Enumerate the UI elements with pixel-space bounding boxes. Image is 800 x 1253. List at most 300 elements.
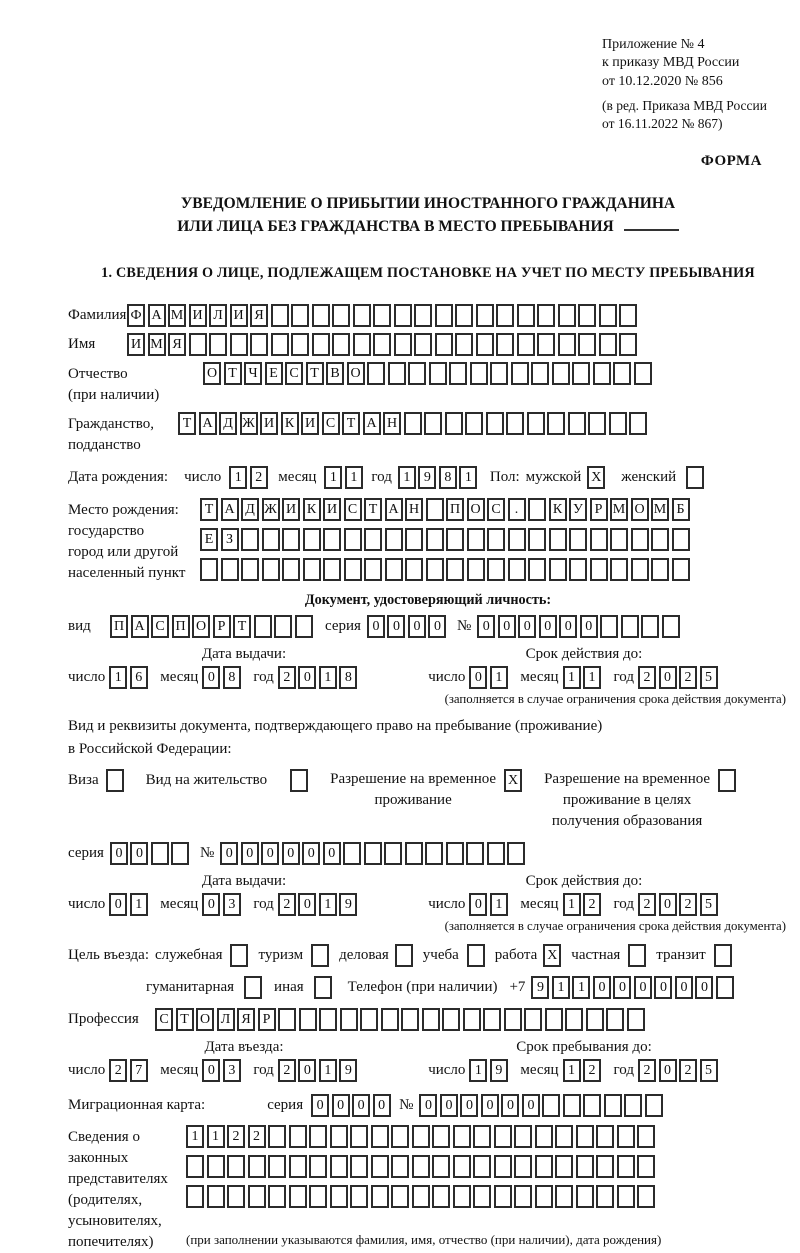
- char-cell[interactable]: 2: [679, 893, 697, 916]
- char-cell[interactable]: [207, 1185, 225, 1208]
- char-cell[interactable]: Б: [672, 498, 690, 521]
- sex-male-checkbox[interactable]: X: [587, 466, 605, 489]
- residence-permit-checkbox[interactable]: [290, 769, 308, 792]
- char-cell[interactable]: [422, 1008, 440, 1031]
- char-cell[interactable]: [353, 304, 371, 327]
- char-cell[interactable]: 2: [583, 893, 601, 916]
- char-cell[interactable]: [596, 1185, 614, 1208]
- char-cell[interactable]: К: [549, 498, 567, 521]
- char-cell[interactable]: 0: [419, 1094, 437, 1117]
- char-cell[interactable]: П: [110, 615, 128, 638]
- char-cell[interactable]: 0: [202, 1059, 220, 1082]
- char-cell[interactable]: [596, 1125, 614, 1148]
- char-cell[interactable]: 1: [109, 666, 127, 689]
- char-cell[interactable]: 9: [531, 976, 549, 999]
- char-cell[interactable]: [151, 842, 169, 865]
- char-cell[interactable]: [637, 1125, 655, 1148]
- char-cell[interactable]: [531, 362, 549, 385]
- visa-checkbox[interactable]: [106, 769, 124, 792]
- char-cell[interactable]: 1: [563, 666, 581, 689]
- char-cell[interactable]: [590, 528, 608, 551]
- char-cell[interactable]: [473, 1125, 491, 1148]
- char-cell[interactable]: [572, 362, 590, 385]
- char-cell[interactable]: 0: [428, 615, 446, 638]
- char-cell[interactable]: 0: [460, 1094, 478, 1117]
- char-cell[interactable]: Ж: [240, 412, 258, 435]
- char-cell[interactable]: [507, 842, 525, 865]
- char-cell[interactable]: 0: [110, 842, 128, 865]
- char-cell[interactable]: [405, 842, 423, 865]
- char-cell[interactable]: [651, 558, 669, 581]
- char-cell[interactable]: [496, 333, 514, 356]
- char-cell[interactable]: П: [172, 615, 190, 638]
- char-cell[interactable]: 0: [408, 615, 426, 638]
- char-cell[interactable]: [542, 1094, 560, 1117]
- char-cell[interactable]: [364, 842, 382, 865]
- char-cell[interactable]: 0: [373, 1094, 391, 1117]
- char-cell[interactable]: 0: [675, 976, 693, 999]
- char-cell[interactable]: Р: [590, 498, 608, 521]
- purpose-business-checkbox[interactable]: [395, 944, 413, 967]
- char-cell[interactable]: А: [221, 498, 239, 521]
- char-cell[interactable]: [371, 1185, 389, 1208]
- char-cell[interactable]: Я: [168, 333, 186, 356]
- char-cell[interactable]: [590, 558, 608, 581]
- char-cell[interactable]: [282, 528, 300, 551]
- purpose-private-checkbox[interactable]: [628, 944, 646, 967]
- char-cell[interactable]: [343, 842, 361, 865]
- char-cell[interactable]: О: [631, 498, 649, 521]
- char-cell[interactable]: [473, 1185, 491, 1208]
- char-cell[interactable]: 0: [498, 615, 516, 638]
- char-cell[interactable]: [227, 1155, 245, 1178]
- char-cell[interactable]: 3: [223, 893, 241, 916]
- char-cell[interactable]: [353, 333, 371, 356]
- char-cell[interactable]: [367, 362, 385, 385]
- char-cell[interactable]: [332, 304, 350, 327]
- char-cell[interactable]: [617, 1125, 635, 1148]
- char-cell[interactable]: [309, 1125, 327, 1148]
- char-cell[interactable]: [476, 304, 494, 327]
- char-cell[interactable]: [442, 1008, 460, 1031]
- char-cell[interactable]: [610, 528, 628, 551]
- char-cell[interactable]: [209, 333, 227, 356]
- char-cell[interactable]: Т: [224, 362, 242, 385]
- char-cell[interactable]: [432, 1155, 450, 1178]
- char-cell[interactable]: К: [281, 412, 299, 435]
- char-cell[interactable]: [221, 558, 239, 581]
- char-cell[interactable]: [637, 1185, 655, 1208]
- char-cell[interactable]: М: [651, 498, 669, 521]
- char-cell[interactable]: К: [303, 498, 321, 521]
- char-cell[interactable]: [576, 1185, 594, 1208]
- char-cell[interactable]: 2: [109, 1059, 127, 1082]
- char-cell[interactable]: [463, 1008, 481, 1031]
- char-cell[interactable]: [629, 412, 647, 435]
- char-cell[interactable]: 8: [439, 466, 457, 489]
- char-cell[interactable]: 1: [229, 466, 247, 489]
- char-cell[interactable]: [486, 412, 504, 435]
- char-cell[interactable]: [549, 528, 567, 551]
- char-cell[interactable]: [446, 528, 464, 551]
- char-cell[interactable]: В: [326, 362, 344, 385]
- char-cell[interactable]: [528, 528, 546, 551]
- char-cell[interactable]: [578, 304, 596, 327]
- char-cell[interactable]: [405, 528, 423, 551]
- char-cell[interactable]: [537, 333, 555, 356]
- char-cell[interactable]: С: [487, 498, 505, 521]
- char-cell[interactable]: .: [508, 498, 526, 521]
- char-cell[interactable]: [426, 558, 444, 581]
- char-cell[interactable]: [604, 1094, 622, 1117]
- char-cell[interactable]: 3: [223, 1059, 241, 1082]
- char-cell[interactable]: [583, 1094, 601, 1117]
- char-cell[interactable]: [610, 558, 628, 581]
- char-cell[interactable]: [295, 615, 313, 638]
- char-cell[interactable]: С: [151, 615, 169, 638]
- char-cell[interactable]: [568, 412, 586, 435]
- char-cell[interactable]: О: [347, 362, 365, 385]
- char-cell[interactable]: 0: [469, 893, 487, 916]
- char-cell[interactable]: [496, 304, 514, 327]
- char-cell[interactable]: 0: [332, 1094, 350, 1117]
- char-cell[interactable]: [586, 1008, 604, 1031]
- char-cell[interactable]: [555, 1155, 573, 1178]
- char-cell[interactable]: [429, 362, 447, 385]
- char-cell[interactable]: С: [155, 1008, 173, 1031]
- char-cell[interactable]: [535, 1155, 553, 1178]
- char-cell[interactable]: [391, 1185, 409, 1208]
- char-cell[interactable]: [617, 1185, 635, 1208]
- char-cell[interactable]: 0: [109, 893, 127, 916]
- char-cell[interactable]: [303, 558, 321, 581]
- char-cell[interactable]: 0: [302, 842, 320, 865]
- char-cell[interactable]: 1: [324, 466, 342, 489]
- char-cell[interactable]: 0: [659, 893, 677, 916]
- char-cell[interactable]: 2: [583, 1059, 601, 1082]
- char-cell[interactable]: [404, 412, 422, 435]
- char-cell[interactable]: Р: [258, 1008, 276, 1031]
- char-cell[interactable]: [330, 1125, 348, 1148]
- char-cell[interactable]: 0: [613, 976, 631, 999]
- char-cell[interactable]: [271, 333, 289, 356]
- char-cell[interactable]: [514, 1125, 532, 1148]
- char-cell[interactable]: [289, 1185, 307, 1208]
- char-cell[interactable]: [455, 333, 473, 356]
- char-cell[interactable]: [299, 1008, 317, 1031]
- char-cell[interactable]: [453, 1125, 471, 1148]
- temp-residence-edu-checkbox[interactable]: [718, 769, 736, 792]
- char-cell[interactable]: 9: [490, 1059, 508, 1082]
- char-cell[interactable]: [291, 333, 309, 356]
- temp-residence-checkbox[interactable]: X: [504, 769, 522, 792]
- char-cell[interactable]: [274, 615, 292, 638]
- char-cell[interactable]: [624, 1094, 642, 1117]
- char-cell[interactable]: [627, 1008, 645, 1031]
- char-cell[interactable]: Е: [200, 528, 218, 551]
- char-cell[interactable]: 2: [278, 893, 296, 916]
- char-cell[interactable]: [563, 1094, 581, 1117]
- char-cell[interactable]: [241, 528, 259, 551]
- char-cell[interactable]: [467, 528, 485, 551]
- char-cell[interactable]: [171, 842, 189, 865]
- char-cell[interactable]: 0: [522, 1094, 540, 1117]
- char-cell[interactable]: 1: [186, 1125, 204, 1148]
- char-cell[interactable]: [248, 1185, 266, 1208]
- char-cell[interactable]: [282, 558, 300, 581]
- char-cell[interactable]: М: [168, 304, 186, 327]
- char-cell[interactable]: З: [221, 528, 239, 551]
- char-cell[interactable]: Л: [217, 1008, 235, 1031]
- char-cell[interactable]: 0: [654, 976, 672, 999]
- char-cell[interactable]: [599, 304, 617, 327]
- char-cell[interactable]: 0: [241, 842, 259, 865]
- char-cell[interactable]: Ф: [127, 304, 145, 327]
- purpose-tourism-checkbox[interactable]: [311, 944, 329, 967]
- char-cell[interactable]: [426, 498, 444, 521]
- char-cell[interactable]: [312, 333, 330, 356]
- char-cell[interactable]: [405, 558, 423, 581]
- char-cell[interactable]: А: [363, 412, 381, 435]
- char-cell[interactable]: [373, 333, 391, 356]
- char-cell[interactable]: [268, 1125, 286, 1148]
- char-cell[interactable]: О: [467, 498, 485, 521]
- char-cell[interactable]: [381, 1008, 399, 1031]
- char-cell[interactable]: [527, 412, 545, 435]
- char-cell[interactable]: [426, 528, 444, 551]
- char-cell[interactable]: 2: [278, 1059, 296, 1082]
- purpose-work-checkbox[interactable]: X: [543, 944, 561, 967]
- char-cell[interactable]: [385, 528, 403, 551]
- char-cell[interactable]: [617, 1155, 635, 1178]
- char-cell[interactable]: [350, 1155, 368, 1178]
- char-cell[interactable]: Ч: [244, 362, 262, 385]
- char-cell[interactable]: [631, 558, 649, 581]
- char-cell[interactable]: 2: [638, 1059, 656, 1082]
- char-cell[interactable]: 1: [552, 976, 570, 999]
- char-cell[interactable]: [268, 1185, 286, 1208]
- char-cell[interactable]: [619, 304, 637, 327]
- char-cell[interactable]: 9: [418, 466, 436, 489]
- char-cell[interactable]: А: [148, 304, 166, 327]
- char-cell[interactable]: 1: [563, 1059, 581, 1082]
- char-cell[interactable]: [535, 1125, 553, 1148]
- char-cell[interactable]: 2: [638, 666, 656, 689]
- char-cell[interactable]: 0: [469, 666, 487, 689]
- char-cell[interactable]: [514, 1185, 532, 1208]
- char-cell[interactable]: [672, 558, 690, 581]
- char-cell[interactable]: 5: [700, 893, 718, 916]
- char-cell[interactable]: [391, 1125, 409, 1148]
- char-cell[interactable]: [569, 558, 587, 581]
- char-cell[interactable]: Т: [233, 615, 251, 638]
- char-cell[interactable]: [467, 558, 485, 581]
- char-cell[interactable]: 9: [339, 1059, 357, 1082]
- char-cell[interactable]: 7: [130, 1059, 148, 1082]
- char-cell[interactable]: [504, 1008, 522, 1031]
- char-cell[interactable]: [528, 558, 546, 581]
- char-cell[interactable]: [555, 1125, 573, 1148]
- char-cell[interactable]: [323, 528, 341, 551]
- char-cell[interactable]: [651, 528, 669, 551]
- char-cell[interactable]: [466, 842, 484, 865]
- char-cell[interactable]: 1: [319, 666, 337, 689]
- char-cell[interactable]: [593, 362, 611, 385]
- char-cell[interactable]: 1: [130, 893, 148, 916]
- char-cell[interactable]: [490, 362, 508, 385]
- char-cell[interactable]: 1: [207, 1125, 225, 1148]
- char-cell[interactable]: [645, 1094, 663, 1117]
- char-cell[interactable]: 1: [572, 976, 590, 999]
- char-cell[interactable]: [432, 1185, 450, 1208]
- char-cell[interactable]: [549, 558, 567, 581]
- char-cell[interactable]: 0: [130, 842, 148, 865]
- char-cell[interactable]: 2: [278, 666, 296, 689]
- char-cell[interactable]: 5: [700, 666, 718, 689]
- char-cell[interactable]: [555, 1185, 573, 1208]
- char-cell[interactable]: 8: [223, 666, 241, 689]
- char-cell[interactable]: [494, 1125, 512, 1148]
- char-cell[interactable]: [453, 1155, 471, 1178]
- char-cell[interactable]: Т: [364, 498, 382, 521]
- char-cell[interactable]: [414, 333, 432, 356]
- char-cell[interactable]: [619, 333, 637, 356]
- char-cell[interactable]: Н: [383, 412, 401, 435]
- char-cell[interactable]: [425, 842, 443, 865]
- char-cell[interactable]: 0: [659, 666, 677, 689]
- char-cell[interactable]: П: [446, 498, 464, 521]
- char-cell[interactable]: [371, 1155, 389, 1178]
- char-cell[interactable]: 1: [490, 893, 508, 916]
- char-cell[interactable]: 2: [679, 1059, 697, 1082]
- char-cell[interactable]: 1: [583, 666, 601, 689]
- char-cell[interactable]: 0: [311, 1094, 329, 1117]
- char-cell[interactable]: [508, 558, 526, 581]
- char-cell[interactable]: [545, 1008, 563, 1031]
- char-cell[interactable]: [506, 412, 524, 435]
- char-cell[interactable]: [487, 558, 505, 581]
- char-cell[interactable]: [241, 558, 259, 581]
- char-cell[interactable]: 0: [501, 1094, 519, 1117]
- char-cell[interactable]: [412, 1125, 430, 1148]
- char-cell[interactable]: [364, 528, 382, 551]
- char-cell[interactable]: 0: [659, 1059, 677, 1082]
- char-cell[interactable]: [401, 1008, 419, 1031]
- char-cell[interactable]: [309, 1185, 327, 1208]
- char-cell[interactable]: Т: [200, 498, 218, 521]
- char-cell[interactable]: 1: [398, 466, 416, 489]
- char-cell[interactable]: И: [127, 333, 145, 356]
- char-cell[interactable]: [552, 362, 570, 385]
- char-cell[interactable]: 2: [638, 893, 656, 916]
- char-cell[interactable]: С: [285, 362, 303, 385]
- char-cell[interactable]: [524, 1008, 542, 1031]
- char-cell[interactable]: [424, 412, 442, 435]
- char-cell[interactable]: [508, 528, 526, 551]
- char-cell[interactable]: [432, 1125, 450, 1148]
- char-cell[interactable]: [470, 362, 488, 385]
- char-cell[interactable]: [445, 412, 463, 435]
- char-cell[interactable]: 0: [593, 976, 611, 999]
- char-cell[interactable]: [340, 1008, 358, 1031]
- char-cell[interactable]: Т: [342, 412, 360, 435]
- char-cell[interactable]: О: [196, 1008, 214, 1031]
- char-cell[interactable]: [186, 1185, 204, 1208]
- char-cell[interactable]: [435, 304, 453, 327]
- char-cell[interactable]: С: [322, 412, 340, 435]
- char-cell[interactable]: О: [192, 615, 210, 638]
- char-cell[interactable]: [558, 333, 576, 356]
- char-cell[interactable]: 0: [282, 842, 300, 865]
- char-cell[interactable]: 1: [345, 466, 363, 489]
- char-cell[interactable]: [186, 1155, 204, 1178]
- char-cell[interactable]: [613, 362, 631, 385]
- char-cell[interactable]: [248, 1155, 266, 1178]
- char-cell[interactable]: [535, 1185, 553, 1208]
- char-cell[interactable]: [453, 1185, 471, 1208]
- char-cell[interactable]: И: [323, 498, 341, 521]
- char-cell[interactable]: 0: [323, 842, 341, 865]
- char-cell[interactable]: [189, 333, 207, 356]
- char-cell[interactable]: М: [610, 498, 628, 521]
- char-cell[interactable]: [600, 615, 618, 638]
- char-cell[interactable]: 2: [250, 466, 268, 489]
- char-cell[interactable]: 8: [339, 666, 357, 689]
- char-cell[interactable]: [319, 1008, 337, 1031]
- char-cell[interactable]: Т: [306, 362, 324, 385]
- char-cell[interactable]: [330, 1185, 348, 1208]
- char-cell[interactable]: 0: [387, 615, 405, 638]
- char-cell[interactable]: [487, 842, 505, 865]
- char-cell[interactable]: [323, 558, 341, 581]
- char-cell[interactable]: [609, 412, 627, 435]
- char-cell[interactable]: [412, 1155, 430, 1178]
- char-cell[interactable]: 0: [352, 1094, 370, 1117]
- char-cell[interactable]: [200, 558, 218, 581]
- char-cell[interactable]: 0: [298, 1059, 316, 1082]
- char-cell[interactable]: 0: [202, 893, 220, 916]
- char-cell[interactable]: [332, 333, 350, 356]
- char-cell[interactable]: 1: [319, 893, 337, 916]
- char-cell[interactable]: [596, 1155, 614, 1178]
- char-cell[interactable]: [364, 558, 382, 581]
- char-cell[interactable]: [483, 1008, 501, 1031]
- char-cell[interactable]: [408, 362, 426, 385]
- char-cell[interactable]: [344, 558, 362, 581]
- char-cell[interactable]: [250, 333, 268, 356]
- char-cell[interactable]: [291, 304, 309, 327]
- char-cell[interactable]: 9: [339, 893, 357, 916]
- char-cell[interactable]: 0: [202, 666, 220, 689]
- char-cell[interactable]: 0: [220, 842, 238, 865]
- char-cell[interactable]: [350, 1125, 368, 1148]
- char-cell[interactable]: [446, 558, 464, 581]
- char-cell[interactable]: [268, 1155, 286, 1178]
- char-cell[interactable]: [412, 1185, 430, 1208]
- char-cell[interactable]: 0: [440, 1094, 458, 1117]
- char-cell[interactable]: [385, 558, 403, 581]
- char-cell[interactable]: 1: [490, 666, 508, 689]
- char-cell[interactable]: [494, 1155, 512, 1178]
- purpose-humanitarian-checkbox[interactable]: [244, 976, 262, 999]
- char-cell[interactable]: Л: [209, 304, 227, 327]
- char-cell[interactable]: [230, 333, 248, 356]
- char-cell[interactable]: [634, 362, 652, 385]
- char-cell[interactable]: 2: [248, 1125, 266, 1148]
- char-cell[interactable]: [312, 304, 330, 327]
- char-cell[interactable]: [537, 304, 555, 327]
- char-cell[interactable]: 1: [319, 1059, 337, 1082]
